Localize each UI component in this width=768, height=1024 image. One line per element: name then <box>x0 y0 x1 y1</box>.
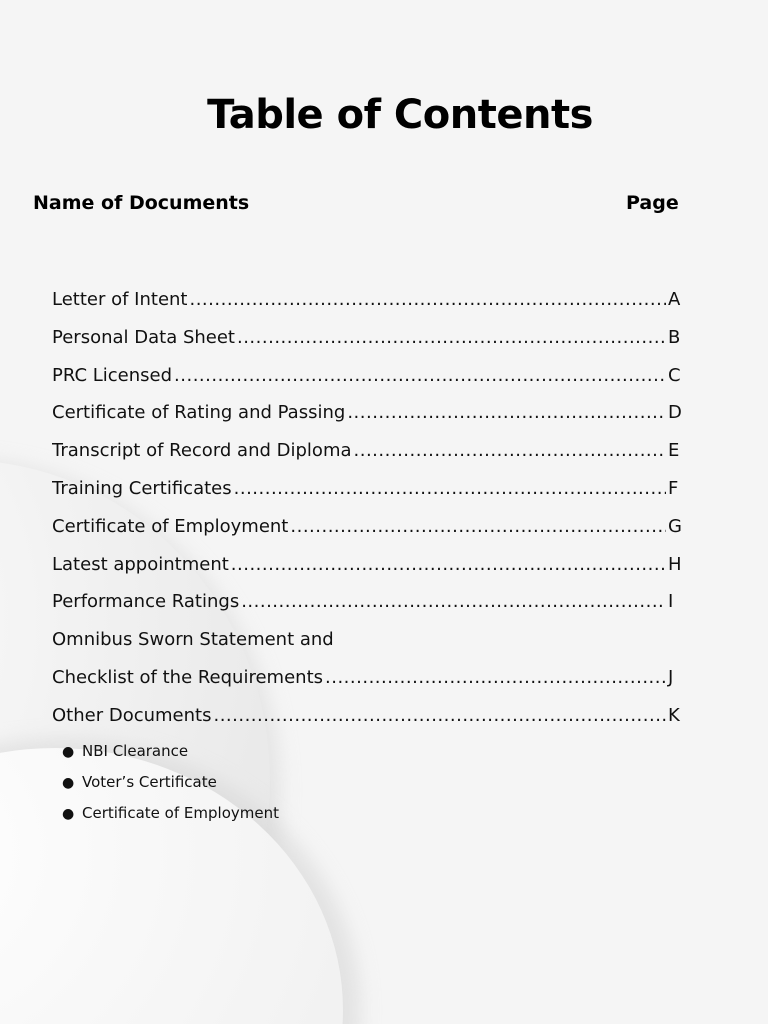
list-item <box>62 767 279 798</box>
list-item-label: Voter’s Certificate <box>82 772 217 791</box>
toc-entry-page: A <box>668 289 681 310</box>
toc-entries <box>52 281 682 735</box>
toc-entry-transcript-of-record <box>52 432 682 470</box>
leader-dots <box>290 508 666 546</box>
toc-entry-prc-licensed <box>52 357 682 395</box>
toc-entry-performance-ratings <box>52 583 682 621</box>
leader-dots <box>325 659 666 697</box>
toc-entry-page: G <box>668 515 682 537</box>
leader-dots <box>237 319 666 357</box>
leader-dots <box>174 357 666 395</box>
toc-entry-page: H <box>668 553 682 575</box>
bullet-icon: ● <box>62 805 75 822</box>
bullet-icon: ● <box>62 744 75 760</box>
toc-entry-page: F <box>668 477 679 499</box>
toc-entry-label: Performance Ratings <box>52 591 240 613</box>
toc-entry-certificate-of-rating <box>52 394 682 432</box>
toc-entry-page: B <box>668 326 681 348</box>
toc-entry-page: E <box>668 440 680 462</box>
toc-entry-label: Omnibus Sworn Statement and <box>52 629 334 651</box>
toc-entry-personal-data-sheet <box>52 319 682 357</box>
toc-entry-page: I <box>668 591 674 613</box>
toc-entry-certificate-of-employment <box>52 508 682 546</box>
list-item-label: NBI Clearance <box>82 742 189 760</box>
list-item-label: Certificate of Employment <box>82 803 279 822</box>
leader-dots <box>354 432 666 470</box>
leader-dots <box>189 281 666 319</box>
toc-entry-label: Certificate of Rating and Passing <box>52 402 346 424</box>
leader-dots <box>234 470 666 508</box>
toc-entry-label: Other Documents <box>52 704 212 726</box>
list-item <box>62 798 279 829</box>
toc-entry-label: Certificate of Employment <box>52 515 289 537</box>
other-documents-list <box>62 736 279 828</box>
toc-entry-label: Personal Data Sheet <box>52 326 235 348</box>
toc-entry-label: PRC Licensed <box>52 364 173 386</box>
toc-entry-label: Checklist of the Requirements <box>52 666 324 688</box>
toc-entry-label: Letter of Intent <box>52 289 188 310</box>
toc-entry-label: Training Certificates <box>52 477 232 499</box>
toc-entry-label: Transcript of Record and Diploma <box>52 440 352 462</box>
toc-entry-latest-appointment <box>52 546 682 584</box>
toc-entry-training-certificates <box>52 470 682 508</box>
leader-dots <box>241 583 666 621</box>
toc-entry-omnibus-sworn-statement <box>52 621 682 659</box>
toc-entry-page: C <box>668 364 681 386</box>
toc-entry-page: J <box>668 666 674 688</box>
toc-entry-label: Latest appointment <box>52 553 229 575</box>
leader-dots <box>347 394 666 432</box>
toc-entry-page: K <box>668 704 680 726</box>
leader-dots <box>231 546 666 584</box>
list-item <box>62 736 279 767</box>
bullet-icon: ● <box>62 774 75 791</box>
toc-entry-checklist-of-requirements <box>52 659 682 697</box>
leader-dots <box>213 697 666 735</box>
column-header-name: Name of Documents <box>33 192 250 214</box>
toc-entry-letter-of-intent <box>52 281 682 319</box>
toc-entry-page: D <box>668 402 682 424</box>
column-header-page: Page <box>626 192 679 214</box>
toc-entry-other-documents <box>52 697 682 735</box>
page-title: Table of Contents <box>207 92 593 138</box>
